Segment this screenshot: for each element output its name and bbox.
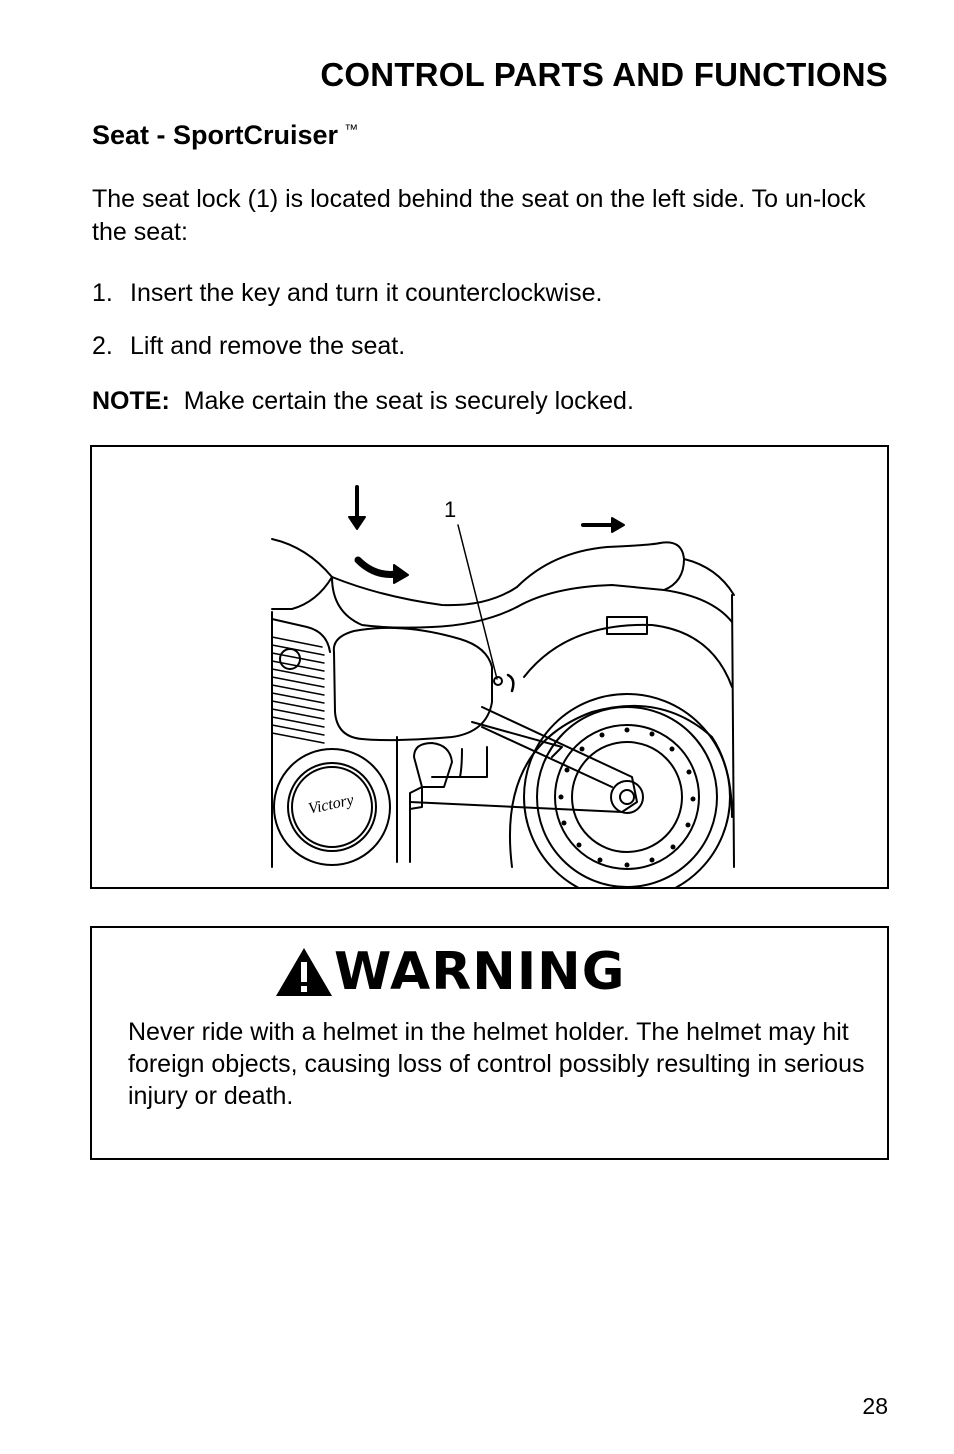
step-1 — [92, 277, 892, 310]
figure-callout-1: 1 — [444, 497, 457, 522]
curved-arrow-icon — [358, 560, 408, 583]
step-1-number: 1. — [92, 279, 113, 307]
step-2 — [92, 330, 892, 363]
section-title — [92, 120, 358, 151]
motorcycle-seat-illustration — [92, 447, 887, 887]
warning-title: WARNING — [334, 942, 626, 1002]
note-label: NOTE: — [92, 387, 170, 415]
step-2-text: Lift and remove the seat. — [130, 332, 406, 360]
warning-triangle-icon — [274, 946, 334, 998]
right-arrow-icon — [583, 518, 624, 532]
page-header: CONTROL PARTS AND FUNCTIONS — [320, 56, 888, 93]
trademark-symbol: ™ — [344, 121, 359, 137]
warning-text: Never ride with a helmet in the helmet holder. The helmet may hit foreign objects, causing loss of control possibly resulting in serious injury or death. — [128, 1018, 865, 1110]
note-text: Make certain the seat is securely locked. — [183, 387, 634, 415]
victory-logo: Victory — [306, 791, 356, 818]
seat-lock-figure — [90, 445, 889, 889]
step-2-number: 2. — [92, 332, 113, 360]
intro-paragraph: The seat lock (1) is located behind the seat on the left side. To un-lock the seat: — [92, 185, 866, 246]
page-number: 28 — [862, 1393, 888, 1419]
section-title-text: Seat - SportCruiser — [92, 120, 339, 150]
warning-box — [90, 926, 889, 1160]
step-1-text: Insert the key and turn it counterclockwise. — [130, 279, 603, 307]
note — [92, 385, 892, 418]
warning-header — [274, 944, 625, 1000]
down-arrow-icon — [349, 487, 365, 529]
